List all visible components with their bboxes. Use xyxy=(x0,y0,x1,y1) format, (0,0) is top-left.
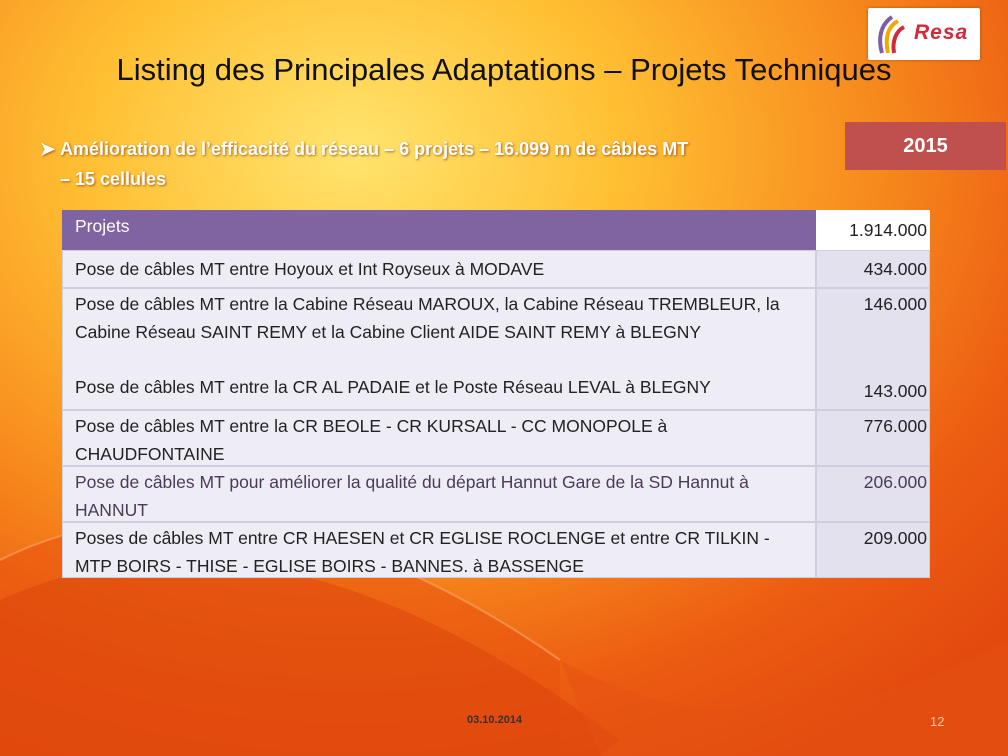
row-value: 434.000 xyxy=(816,250,930,288)
row-description: Pose de câbles MT entre la CR BEOLE - CR KURSALL - CC MONOPOLE à CHAUDFONTAINE xyxy=(62,410,816,466)
row-description: Poses de câbles MT entre CR HAESEN et CR EGLISE ROCLENGE et entre CR TILKIN - MTP BOIRS - THISE - EGLISE BOIRS - BANNES. à BASSENGE xyxy=(62,522,816,578)
table-row xyxy=(62,410,930,466)
resa-logo-text: Resa xyxy=(914,21,969,44)
page-title: Listing des Principales Adaptations – Projets Techniques xyxy=(116,52,892,87)
page-number: 12 xyxy=(930,714,945,729)
header-total: 1.914.000 xyxy=(816,210,930,250)
row-value: 776.000 xyxy=(816,410,930,466)
table-header-row xyxy=(62,210,930,250)
row-description: Pose de câbles MT entre la CR AL PADAIE et le Poste Réseau LEVAL à BLEGNY xyxy=(62,372,816,410)
table-row xyxy=(62,372,930,410)
row-description: Pose de câbles MT entre la Cabine Réseau MAROUX, la Cabine Réseau TREMBLEUR, la Cabine Réseau SAINT REMY et la Cabine Client AIDE SAINT REMY à BLEGNY xyxy=(62,288,816,410)
row-value: 209.000 xyxy=(816,522,930,578)
header-label: Projets xyxy=(62,210,816,250)
table-row xyxy=(62,466,930,522)
footer-date: 03.10.2014 xyxy=(467,714,523,726)
subtitle-line-1: Amélioration de l’efficacité du réseau – 6 projets – 16.099 m de câbles MT xyxy=(60,139,689,159)
subtitle-line-2: – 15 cellules xyxy=(60,169,167,189)
arrow-bullet-icon: ➤ xyxy=(40,139,56,159)
row-value: 143.000 xyxy=(816,372,930,410)
subtitle xyxy=(40,134,800,194)
table-row xyxy=(62,250,930,288)
year-badge: 2015 xyxy=(845,122,1006,170)
row-value: 206.000 xyxy=(816,466,930,522)
row-value: 146.000 xyxy=(816,288,930,410)
row-description: Pose de câbles MT pour améliorer la qualité du départ Hannut Gare de la SD Hannut à HANNUT xyxy=(62,466,816,522)
table-row xyxy=(62,522,930,578)
resa-logo-mark-icon xyxy=(874,13,910,55)
row-description: Pose de câbles MT entre Hoyoux et Int Royseux à MODAVE xyxy=(62,250,816,288)
